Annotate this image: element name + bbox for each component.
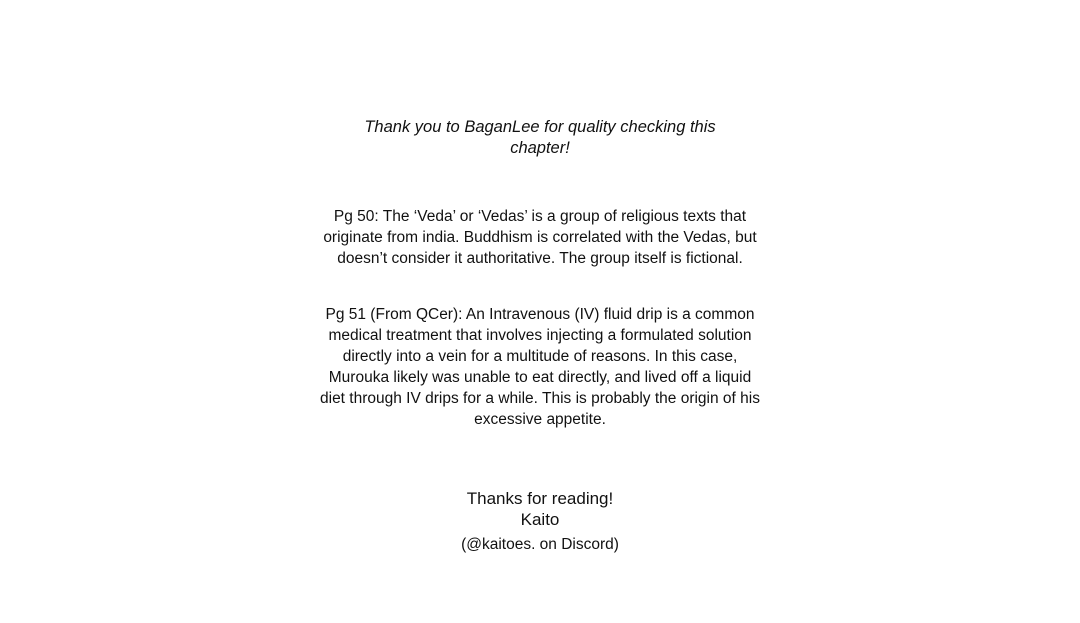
- thanks-for-reading: Thanks for reading!: [466, 489, 614, 508]
- note-line: diet through IV drips for a while. This is probably the origin of his: [320, 390, 760, 407]
- translation-note-pg51: [0, 304, 1080, 430]
- note-line: directly into a vein for a multitude of reasons. In this case,: [342, 348, 738, 365]
- note-line: originate from india. Buddhism is correlated with the Vedas, but: [323, 229, 757, 246]
- signoff: [0, 488, 1080, 555]
- translator-name: Kaito: [520, 510, 560, 529]
- note-line: Murouka likely was unable to eat directly, and lived off a liquid: [328, 369, 752, 386]
- qc-credit-line: chapter!: [510, 139, 570, 157]
- note-line: excessive appetite.: [474, 411, 606, 428]
- note-line: Pg 51 (From QCer): An Intravenous (IV) fluid drip is a common: [325, 306, 755, 323]
- note-line: Pg 50: The ‘Veda’ or ‘Vedas’ is a group of religious texts that: [333, 208, 747, 225]
- qc-credit: [0, 117, 1080, 159]
- note-line: doesn’t consider it authoritative. The group itself is fictional.: [337, 250, 743, 267]
- qc-credit-line: Thank you to BaganLee for quality checking this: [364, 118, 716, 136]
- discord-handle: (@kaitoes. on Discord): [461, 536, 619, 553]
- note-line: medical treatment that involves injecting a formulated solution: [328, 327, 752, 344]
- translation-note-pg50: [0, 206, 1080, 269]
